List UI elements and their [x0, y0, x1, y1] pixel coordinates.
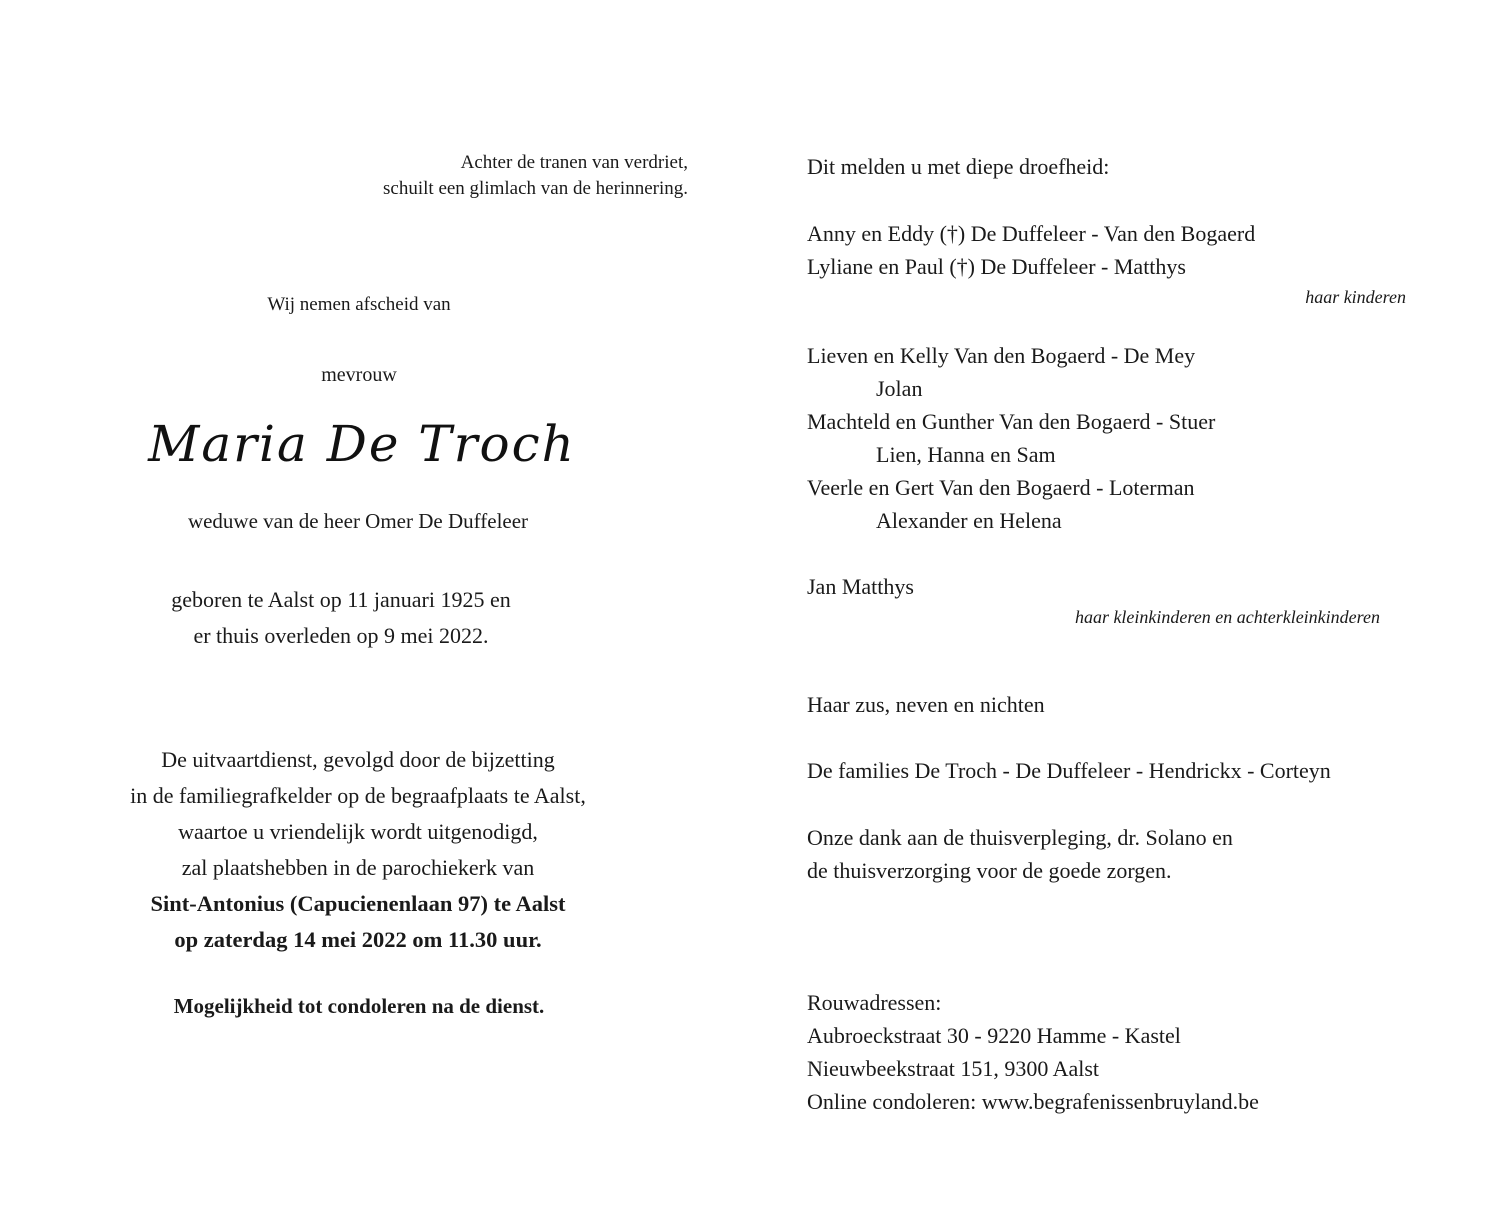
widow-line: weduwe van de heer Omer De Duffeleer [187, 509, 529, 533]
deceased-name: Maria De Troch [148, 415, 576, 473]
funeral-service [0, 742, 716, 958]
children-list [807, 217, 1255, 283]
thanks-line: de thuisverzorging voor de goede zorgen. [807, 858, 1172, 883]
intro-text: Wij nemen afscheid van [267, 294, 451, 315]
quote-line: Achter de tranen van verdriet, [460, 152, 688, 173]
spacer [807, 537, 1215, 570]
family-line-families: De families De Troch - De Duffeleer - Hendrickx - Corteyn [807, 758, 1331, 783]
grandchild-entry: Veerle en Gert Van den Bogaerd - Loterman [807, 475, 1195, 500]
service-location: Sint-Antonius (Capucienenlaan 97) te Aalst [150, 891, 566, 916]
announcement-line: Dit melden u met diepe droefheid: [807, 154, 1110, 179]
service-line: waartoe u vriendelijk wordt uitgenodigd, [178, 819, 538, 844]
address-line: Aubroeckstraat 30 - 9220 Hamme - Kastel [807, 1023, 1181, 1048]
mourning-addresses [807, 986, 1259, 1118]
memorial-quote [383, 150, 688, 202]
child-entry: Lyliane en Paul (†) De Duffeleer - Matthys [807, 254, 1186, 279]
grandchild-entry: Lieven en Kelly Van den Bogaerd - De Mey [807, 343, 1196, 368]
children-caption: haar kinderen [1305, 287, 1406, 307]
grandchildren-caption: haar kleinkinderen en achterkleinkinderen [1074, 607, 1380, 627]
honorific: mevrouw [321, 364, 397, 386]
date-line: er thuis overleden op 9 mei 2022. [193, 623, 489, 648]
family-line-sister: Haar zus, neven en nichten [807, 692, 1045, 717]
thanks-note [807, 821, 1233, 887]
address-heading: Rouwadressen: [807, 990, 942, 1015]
grandchild-entry: Jan Matthys [807, 574, 914, 599]
great-grandchild-entry: Jolan [876, 376, 923, 401]
grandchildren-list [807, 339, 1215, 603]
quote-line: schuilt een glimlach van de herinnering. [383, 178, 688, 199]
service-datetime: op zaterdag 14 mei 2022 om 11.30 uur. [174, 927, 542, 952]
great-grandchild-entry: Alexander en Helena [876, 508, 1062, 533]
condolence-note: Mogelijkheid tot condoleren na de dienst. [173, 994, 545, 1018]
child-entry: Anny en Eddy (†) De Duffeleer - Van den Bogaerd [807, 221, 1256, 246]
service-line: zal plaatshebben in de parochiekerk van [181, 855, 535, 880]
grandchild-entry: Machteld en Gunther Van den Bogaerd - Stuer [807, 409, 1216, 434]
thanks-line: Onze dank aan de thuisverpleging, dr. Solano en [807, 825, 1233, 850]
great-grandchild-entry: Lien, Hanna en Sam [876, 442, 1056, 467]
online-condolence-link[interactable]: Online condoleren: www.begrafenissenbruyland.be [807, 1089, 1259, 1114]
date-line: geboren te Aalst op 11 januari 1925 en [171, 587, 511, 612]
address-line: Nieuwbeekstraat 151, 9300 Aalst [807, 1056, 1100, 1081]
service-line: in de familiegrafkelder op de begraafplaats te Aalst, [130, 783, 586, 808]
service-line: De uitvaartdienst, gevolgd door de bijzetting [161, 747, 555, 772]
birth-death-dates [0, 582, 682, 654]
